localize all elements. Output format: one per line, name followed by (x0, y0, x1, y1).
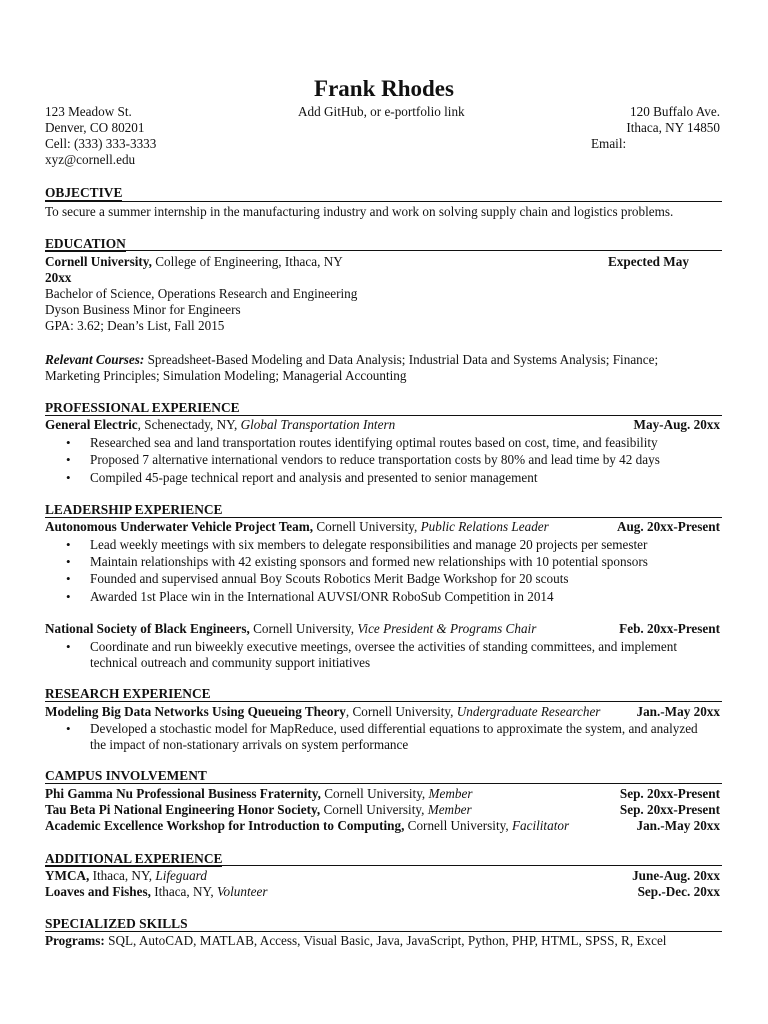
relevant-courses: Relevant Courses: Spreadsheet-Based Modeling and Data Analysis; Industrial Data and Systems Analysis; Finance; (45, 352, 659, 367)
section-rule (45, 865, 722, 866)
education-minor: Dyson Business Minor for Engineers (45, 302, 241, 317)
campus-entry: Phi Gamma Nu Professional Business Fraternity, Cornell University, Member Sep. 20xx-Present (45, 786, 720, 801)
list-item: • Developed a stochastic model for MapReduce, used differential equations to approximate the system, and analyzed the impact of non-stationary arrivals on system performance (68, 721, 698, 753)
section-rule (45, 415, 722, 416)
section-rule (45, 783, 722, 784)
campus-date: Jan.-May 20xx (636, 818, 720, 833)
email-label: Email: (591, 136, 627, 151)
list-item: • Lead weekly meetings with six members to delegate responsibilities and manage 20 projects per semester (68, 537, 708, 553)
education-degree: Bachelor of Science, Operations Research and Engineering (45, 286, 358, 301)
address-right-street: 120 Buffalo Ave. (630, 104, 720, 119)
section-rule (45, 517, 722, 518)
cell-phone: Cell: (333) 333-3333 (45, 136, 157, 151)
section-rule (45, 201, 722, 202)
leadership-entry-header: National Society of Black Engineers, Cornell University, Vice President & Programs Chair Feb. 20xx-Present (45, 621, 720, 636)
research-date: Jan.-May 20xx (636, 704, 720, 719)
research-entry-header: Modeling Big Data Networks Using Queueing Theory, Cornell University, Undergraduate Researcher Jan.-May 20xx (45, 704, 720, 719)
relevant-courses-continued: Marketing Principles; Simulation Modeling; Managerial Accounting (45, 368, 407, 383)
campus-entry: Tau Beta Pi National Engineering Honor Society, Cornell University, Member Sep. 20xx-Present (45, 802, 720, 817)
leadership-date: Aug. 20xx-Present (616, 519, 720, 534)
section-heading-additional: ADDITIONAL EXPERIENCE (45, 851, 223, 866)
education-school: Cornell University, College of Engineering, Ithaca, NY (45, 254, 343, 269)
address-right-city: Ithaca, NY 14850 (626, 120, 720, 135)
section-heading-campus: CAMPUS INVOLVEMENT (45, 768, 207, 783)
job-entry-header: General Electric, Schenectady, NY, Global Transportation Intern May-Aug. 20xx (45, 417, 720, 432)
campus-entry: Academic Excellence Workshop for Introduction to Computing, Cornell University, Facilitator Jan.-May 20xx (45, 818, 720, 833)
section-heading-skills: SPECIALIZED SKILLS (45, 916, 188, 931)
section-heading-leadership: LEADERSHIP EXPERIENCE (45, 502, 223, 517)
section-rule (45, 931, 722, 932)
additional-date: June-Aug. 20xx (632, 868, 720, 883)
education-date: Expected May (608, 254, 689, 269)
section-rule (45, 701, 722, 702)
section-heading-objective: OBJECTIVE (45, 185, 123, 200)
job-date: May-Aug. 20xx (633, 417, 720, 432)
list-item: • Maintain relationships with 42 existing sponsors and formed new relationships with 10 potential sponsors (68, 554, 708, 570)
candidate-name: Frank Rhodes (314, 76, 454, 101)
list-item: • Proposed 7 alternative international vendors to reduce transportation costs by 80% and lead time by 42 days (68, 452, 708, 468)
portfolio-link-placeholder: Add GitHub, or e-portfolio link (298, 104, 465, 119)
education-gpa: GPA: 3.62; Dean’s List, Fall 2015 (45, 318, 225, 333)
leadership-entry-header: Autonomous Underwater Vehicle Project Team, Cornell University, Public Relations Leader Aug. 20xx-Present (45, 519, 720, 534)
additional-date: Sep.-Dec. 20xx (637, 884, 720, 899)
section-heading-research: RESEARCH EXPERIENCE (45, 686, 211, 701)
list-item: • Researched sea and land transportation routes identifying optimal routes based on cost, time, and feasibility (68, 435, 708, 451)
additional-entry: YMCA, Ithaca, NY, Lifeguard June-Aug. 20xx (45, 868, 720, 883)
address-left-city: Denver, CO 80201 (45, 120, 145, 135)
email-address: xyz@cornell.edu (45, 152, 136, 167)
additional-entry: Loaves and Fishes, Ithaca, NY, Volunteer Sep.-Dec. 20xx (45, 884, 720, 899)
education-date-continued: 20xx (45, 270, 72, 285)
section-heading-professional: PROFESSIONAL EXPERIENCE (45, 400, 240, 415)
objective-text: To secure a summer internship in the manufacturing industry and work on solving supply chain and logistics problems. (45, 204, 674, 219)
leadership-date: Feb. 20xx-Present (619, 621, 720, 636)
list-item: • Founded and supervised annual Boy Scouts Robotics Merit Badge Workshop for 20 scouts (68, 571, 708, 587)
section-heading-education: EDUCATION (45, 236, 126, 251)
section-rule (45, 250, 722, 251)
list-item: • Compiled 45-page technical report and analysis and presented to senior management (68, 470, 708, 486)
campus-date: Sep. 20xx-Present (619, 802, 720, 817)
skills-programs: Programs: SQL, AutoCAD, MATLAB, Access, Visual Basic, Java, JavaScript, Python, PHP, HTML, SPSS, R, Excel (45, 933, 667, 948)
address-left-street: 123 Meadow St. (45, 104, 132, 119)
list-item: • Awarded 1st Place win in the International AUVSI/ONR RoboSub Competition in 2014 (68, 589, 708, 605)
list-item: • Coordinate and run biweekly executive meetings, oversee the activities of standing committees, and implement technical outreach and community support initiatives (68, 639, 718, 671)
campus-date: Sep. 20xx-Present (619, 786, 720, 801)
